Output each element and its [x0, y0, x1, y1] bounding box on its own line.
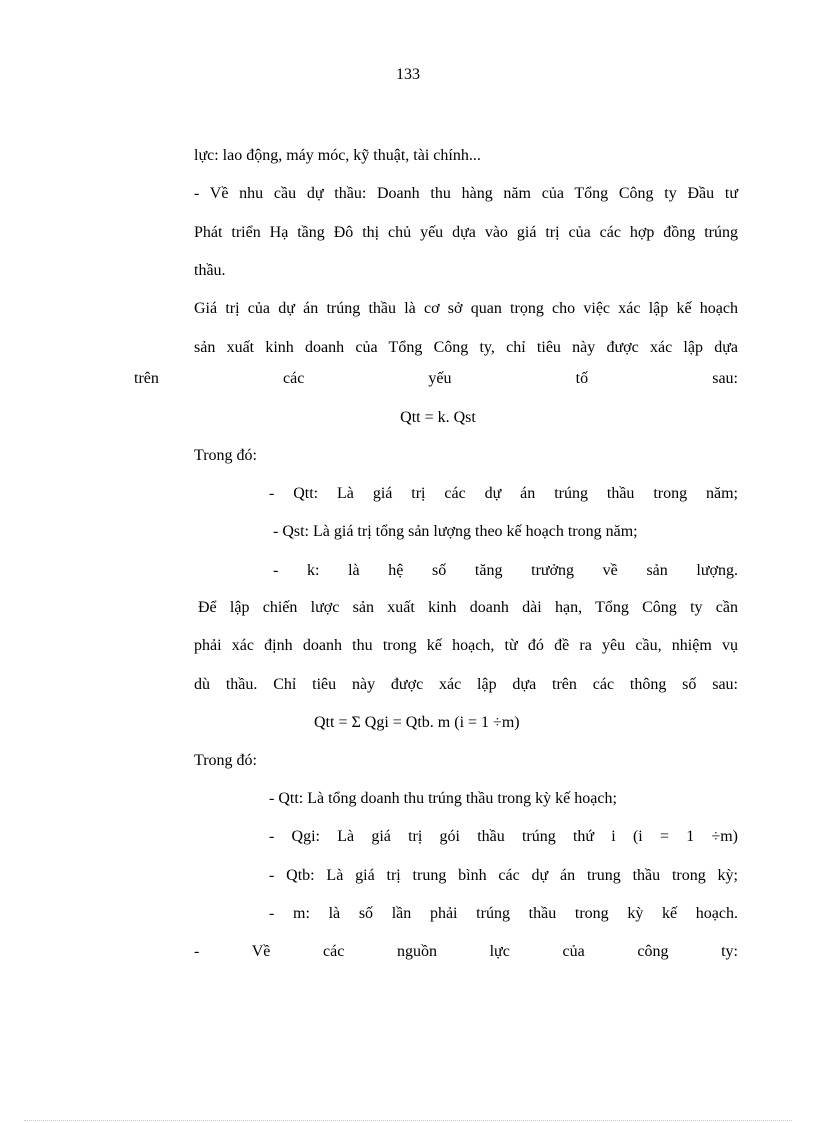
text-line-19: - Qgi: Là giá trị gói thầu trúng thứ i (i = 1 ÷m)	[269, 828, 738, 845]
text-line-12: - k: là hệ số tăng trưởng về sản lượng.	[273, 562, 738, 579]
text-line-21: - m: là số lần phải trúng thầu trong kỳ kế hoạch.	[269, 905, 738, 922]
text-line-4: thầu.	[194, 262, 226, 279]
text-line-13: Để lập chiến lược sản xuất kinh doanh dài hạn, Tổng Công ty cần	[198, 599, 738, 616]
text-line-11: - Qst: Là giá trị tổng sản lượng theo kế hoạch trong năm;	[273, 523, 638, 540]
text-line-3: Phát triển Hạ tầng Đô thị chủ yếu dựa vào giá trị của các hợp đồng trúng	[194, 224, 738, 241]
text-line-2: - Về nhu cầu dự thầu: Doanh thu hàng năm của Tổng Công ty Đầu tư	[194, 185, 738, 202]
formula-2: Qtt = Σ Qgi = Qtb. m (i = 1 ÷m)	[314, 714, 520, 731]
text-line-15: dù thầu. Chỉ tiêu này được xác lập dựa trên các thông số sau:	[194, 676, 738, 693]
text-line-10: - Qtt: Là giá trị các dự án trúng thầu trong năm;	[269, 485, 738, 502]
formula-1: Qtt = k. Qst	[400, 409, 476, 426]
text-line-18: - Qtt: Là tổng doanh thu trúng thầu trong kỳ kế hoạch;	[269, 790, 617, 807]
text-line-20: - Qtb: Là giá trị trung bình các dự án trung thầu trong kỳ;	[269, 867, 738, 884]
text-line-1: lực: lao động, máy móc, kỹ thuật, tài chính...	[194, 147, 481, 164]
text-line-9: Trong đó:	[194, 447, 257, 464]
text-line-5: Giá trị của dự án trúng thầu là cơ sở quan trọng cho việc xác lập kế hoạch	[194, 300, 738, 317]
text-line-14: phải xác định doanh thu trong kế hoạch, từ đó đề ra yêu cầu, nhiệm vụ	[194, 637, 738, 654]
text-line-22: - Về các nguồn lực của công ty:	[194, 943, 738, 960]
text-line-17: Trong đó:	[194, 752, 257, 769]
page-number: 133	[396, 66, 420, 83]
page-bottom-rule	[24, 1120, 792, 1121]
text-line-7: trên các yếu tố sau:	[134, 370, 738, 387]
text-line-6: sản xuất kinh doanh của Tổng Công ty, chỉ tiêu này được xác lập dựa	[194, 339, 738, 356]
